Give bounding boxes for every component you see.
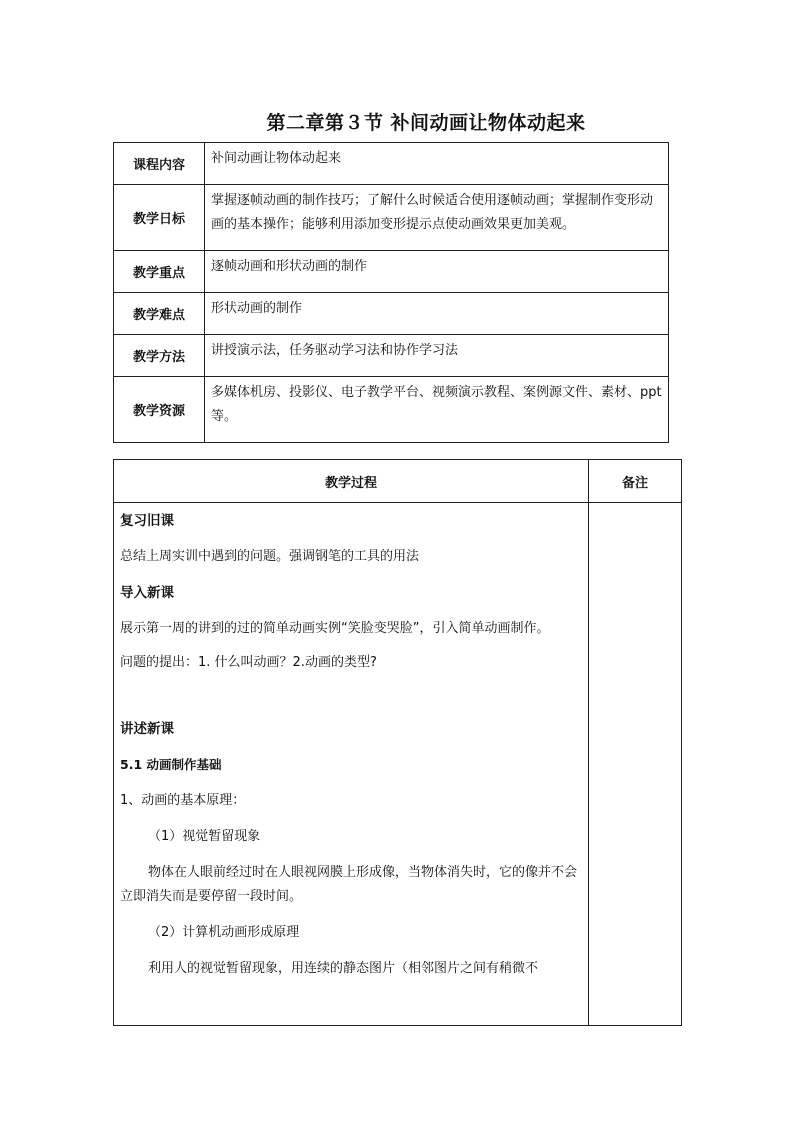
info-value: 多媒体机房、投影仪、电子教学平台、视频演示教程、案例源文件、素材、ppt等。 — [205, 377, 669, 443]
info-label: 教学资源 — [114, 377, 205, 443]
teaching-process-table — [113, 459, 682, 1026]
notes-header: 备注 — [589, 460, 682, 503]
sub-point-2: （2）计算机动画形成原理 — [148, 925, 300, 940]
sub-point-1-text: 物体在人眼前经过时在人眼视网膜上形成像，当物体消失时，它的像并不会立即消失而是要停留一段时间。 — [120, 865, 578, 904]
course-info-table — [113, 142, 669, 443]
lecture-heading: 讲述新课 — [120, 721, 174, 737]
intro-text: 展示第一周的讲到的过的简单动画实例“笑脸变哭脸”，引入简单动画制作。 — [120, 621, 550, 636]
sub-point-2-text: 利用人的视觉暂留现象，用连续的静态图片（相邻图片之间有稍微不 — [148, 961, 539, 976]
info-value: 讲授演示法，任务驱动学习法和协作学习法 — [205, 335, 669, 377]
review-text: 总结上周实训中遇到的问题。强调钢笔的工具的用法 — [120, 549, 420, 564]
notes-cell — [589, 503, 682, 1026]
info-row-difficulties — [114, 293, 669, 335]
review-heading: 复习旧课 — [120, 513, 174, 529]
sub-point-1: （1）视觉暂留现象 — [148, 829, 261, 844]
section-heading: 5.1 动画制作基础 — [120, 757, 222, 772]
question-text: 问题的提出：1. 什么叫动画？2.动画的类型? — [120, 655, 377, 670]
page-title: 第二章第３节 补间动画让物体动起来 — [266, 112, 586, 134]
info-label: 教学重点 — [114, 251, 205, 293]
info-row-methods — [114, 335, 669, 377]
process-header-row — [114, 460, 682, 503]
process-header: 教学过程 — [114, 460, 589, 503]
info-label: 教学难点 — [114, 293, 205, 335]
process-content — [114, 503, 589, 1026]
info-row-key-points — [114, 251, 669, 293]
info-row-resources — [114, 377, 669, 443]
info-value: 补间动画让物体动起来 — [205, 143, 669, 185]
info-row-content — [114, 143, 669, 185]
info-label: 教学日标 — [114, 185, 205, 251]
info-value: 掌握逐帧动画的制作技巧；了解什么时候适合使用逐帧动画；掌握制作变形动画的基本操作；能够利用添加变形提示点使动画效果更加美观。 — [205, 185, 669, 251]
info-value: 形状动画的制作 — [205, 293, 669, 335]
info-row-objectives — [114, 185, 669, 251]
info-value: 逐帧动画和形状动画的制作 — [205, 251, 669, 293]
info-label: 课程内容 — [114, 143, 205, 185]
process-body-row — [114, 503, 682, 1026]
info-label: 教学方法 — [114, 335, 205, 377]
intro-heading: 导入新课 — [120, 585, 174, 601]
point-1: 1、动画的基本原理： — [120, 793, 246, 808]
